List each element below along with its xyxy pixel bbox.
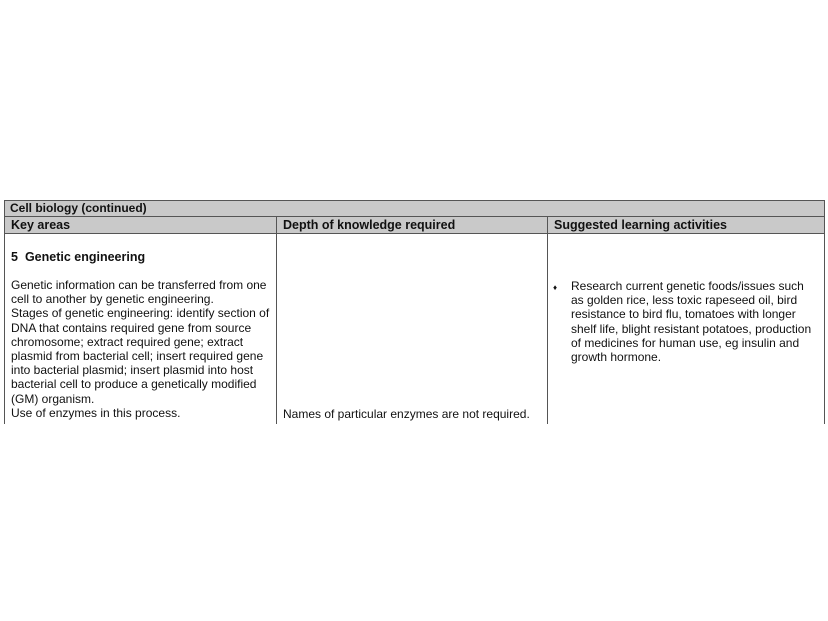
key-area-line: Stages of genetic engineering: identify section of DNA that contains required gene from source chromosome; extract required gene; extract plasmid from bacterial cell; insert required gene into bacterial plasmid; insert plasmid into host bacterial cell to produce a genetically modified (GM) organism.	[11, 306, 270, 406]
header-key-areas: Key areas	[5, 217, 277, 233]
key-area-line: Genetic information can be transferred from one cell to another by genetic engineering.	[11, 278, 267, 307]
section-title: Genetic engineering	[24, 250, 146, 264]
key-areas-cell	[5, 234, 277, 424]
table-header-row	[5, 217, 824, 234]
diamond-bullet-icon: ♦	[553, 283, 558, 292]
section-number: 5	[11, 250, 18, 264]
curriculum-table	[4, 200, 825, 424]
depth-of-knowledge-text: Names of particular enzymes are not required.	[283, 407, 530, 421]
key-areas-text	[11, 278, 273, 420]
key-area-line: Use of enzymes in this process.	[11, 405, 181, 420]
depth-of-knowledge-cell	[277, 234, 548, 424]
section-heading	[11, 250, 145, 264]
suggested-activities-cell	[548, 234, 822, 424]
table-row	[5, 234, 824, 424]
header-depth-of-knowledge: Depth of knowledge required	[277, 217, 548, 233]
header-suggested-activities: Suggested learning activities	[554, 218, 727, 232]
activity-text: Research current genetic foods/issues such as golden rice, less toxic rapeseed oil, bird resistance to bird flu, tomatoes with longer shelf life, blight resistant potatoes, production of medicines for human use, eg insulin and growth hormone.	[571, 279, 812, 365]
table-title: Cell biology (continued)	[5, 201, 824, 217]
